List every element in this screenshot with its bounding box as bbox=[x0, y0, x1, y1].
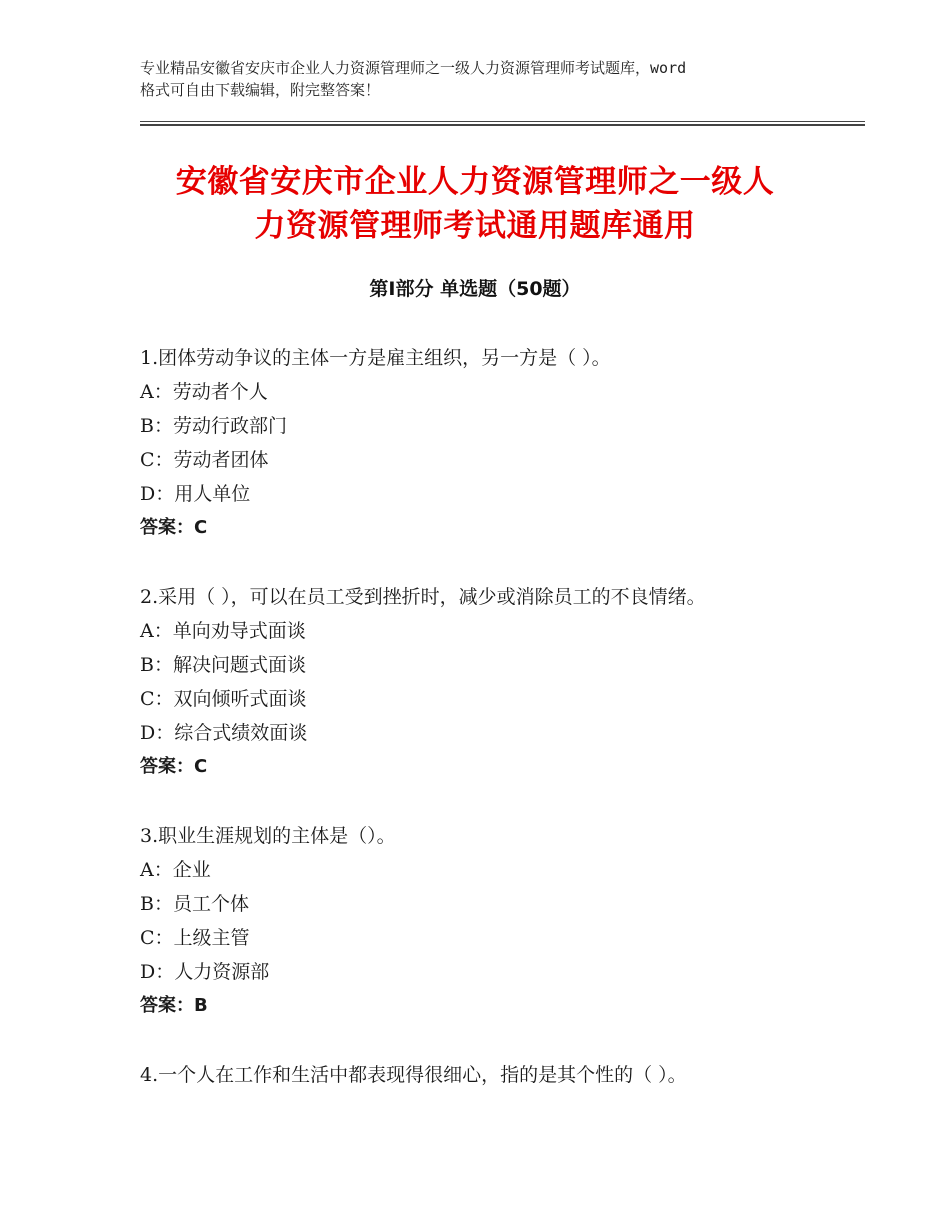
question-item bbox=[140, 1058, 840, 1092]
option-d: D：用人单位 bbox=[140, 483, 251, 505]
option-a: A：劳动者个人 bbox=[140, 381, 268, 403]
document-title-line-1: 安徽省安庆市企业人力资源管理师之一级人 bbox=[175, 164, 775, 200]
header-divider-thin bbox=[140, 121, 865, 122]
answer-label: 答案：C bbox=[140, 756, 208, 777]
header-note-line-1: 专业精品安徽省安庆市企业人力资源管理师之一级人力资源管理师考试题库，word bbox=[140, 59, 687, 77]
question-stem: 4.一个人在工作和生活中都表现得很细心，指的是其个性的（ ）。 bbox=[140, 1064, 687, 1086]
question-stem: 2.采用（ ），可以在员工受到挫折时，减少或消除员工的不良情绪。 bbox=[140, 586, 706, 608]
option-b: B：劳动行政部门 bbox=[140, 415, 287, 437]
document-title-line-2: 力资源管理师考试通用题库通用 bbox=[254, 208, 696, 244]
answer-label: 答案：B bbox=[140, 995, 208, 1016]
answer-label: 答案：C bbox=[140, 517, 208, 538]
question-item bbox=[140, 819, 840, 1023]
option-d: D：人力资源部 bbox=[140, 961, 270, 983]
document-title bbox=[130, 160, 820, 248]
header-note-line-2: 格式可自由下载编辑，附完整答案！ bbox=[140, 81, 381, 99]
option-b: B：解决问题式面谈 bbox=[140, 654, 306, 676]
option-d: D：综合式绩效面谈 bbox=[140, 722, 308, 744]
header-note bbox=[140, 57, 820, 101]
option-b: B：员工个体 bbox=[140, 893, 249, 915]
header-divider-thick bbox=[140, 124, 865, 126]
option-a: A：企业 bbox=[140, 859, 211, 881]
option-c: C：上级主管 bbox=[140, 927, 250, 949]
question-item bbox=[140, 341, 840, 545]
question-stem: 1.团体劳动争议的主体一方是雇主组织，另一方是（ ）。 bbox=[140, 347, 611, 369]
question-stem: 3.职业生涯规划的主体是（）。 bbox=[140, 825, 396, 847]
option-c: C：劳动者团体 bbox=[140, 449, 269, 471]
question-item bbox=[140, 580, 840, 784]
option-a: A：单向劝导式面谈 bbox=[140, 620, 306, 642]
section-heading: 第Ⅰ部分 单选题（50题） bbox=[369, 278, 581, 300]
option-c: C：双向倾听式面谈 bbox=[140, 688, 307, 710]
